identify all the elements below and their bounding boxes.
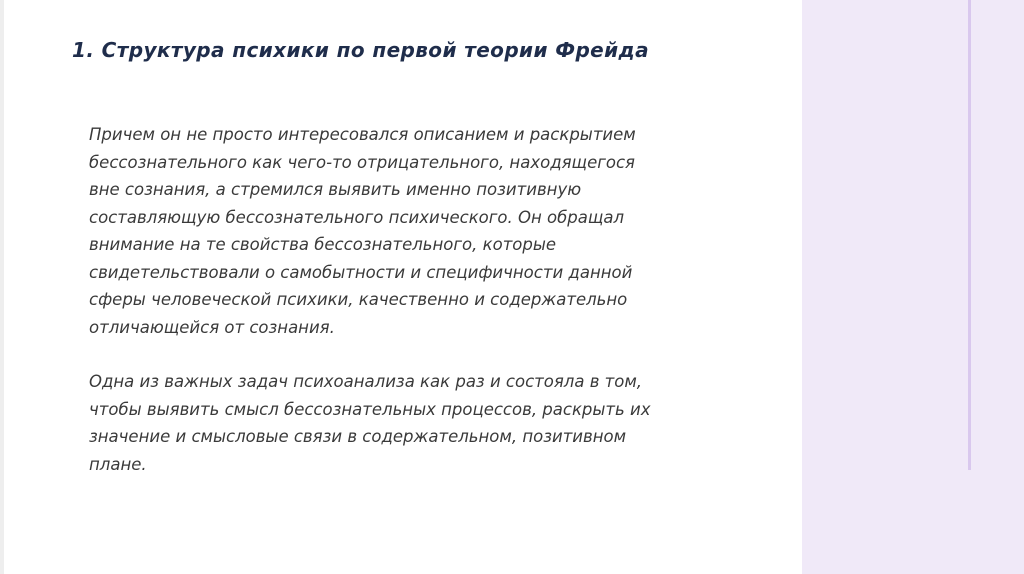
body-paragraph-2: Одна из важных задач психоанализа как раз и состояла в том, чтобы выявить смысл бессознательных процессов, раскрыть их значение и смысловые связи в содержательном, позитивном плане. [89, 372, 651, 474]
slide-body [89, 121, 789, 478]
body-paragraph-1: Причем он не просто интересовался описанием и раскрытием бессознательного как чего-то отрицательного, находящегося вне сознания, а стремился выявить именно позитивную составляющую бессознательного психического. Он обращал внимание на те свойства бессознательного, которые свидетельствовали о самобытности и специфичности данной сферы человеческой психики, качественно и содержательно отличающейся от сознания. [89, 125, 636, 337]
decorative-side-panel [802, 0, 1024, 574]
slide-title: 1. Структура психики по первой теории Фрейда [72, 38, 650, 62]
decorative-vertical-line [968, 0, 971, 470]
slide-left-edge [0, 0, 4, 574]
